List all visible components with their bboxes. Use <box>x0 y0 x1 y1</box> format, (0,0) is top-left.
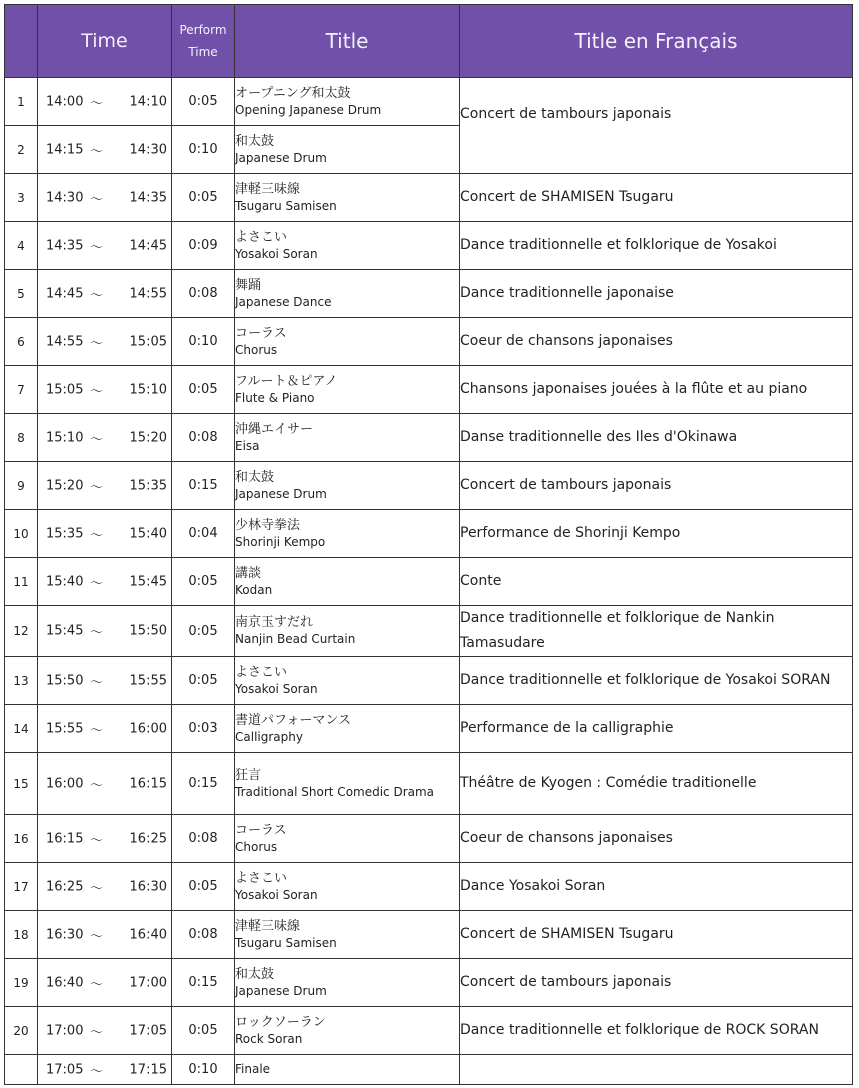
row-number: 3 <box>5 174 38 222</box>
end-time: 14:35 <box>129 190 167 205</box>
start-time: 15:40 <box>46 574 84 589</box>
time-cell <box>38 222 172 270</box>
row-number: 18 <box>5 911 38 959</box>
title-cell <box>235 222 460 270</box>
row-number: 9 <box>5 462 38 510</box>
time-cell <box>38 753 172 815</box>
start-time: 17:05 <box>46 1062 84 1077</box>
title-french: Concert de SHAMISEN Tsugaru <box>460 911 853 959</box>
title-english: Chorus <box>235 342 278 357</box>
title-english: Japanese Drum <box>235 983 327 998</box>
title-french: Dance Yosakoi Soran <box>460 863 853 911</box>
table-row <box>5 606 853 657</box>
end-time: 14:45 <box>129 238 167 253</box>
time-separator: 〜 <box>90 528 104 543</box>
perform-time: 0:05 <box>172 657 235 705</box>
perform-time: 0:05 <box>172 78 235 126</box>
title-english: Tsugaru Samisen <box>235 198 337 213</box>
time-cell <box>38 606 172 657</box>
title-english: Yosakoi Soran <box>235 246 318 261</box>
title-english: Calligraphy <box>235 729 303 744</box>
perform-time: 0:08 <box>172 414 235 462</box>
row-number: 17 <box>5 863 38 911</box>
header-perform-line1: Perform <box>179 23 227 37</box>
title-french: Concert de tambours japonais <box>460 959 853 1007</box>
header-perform-line2: Time <box>188 45 218 59</box>
perform-time: 0:03 <box>172 705 235 753</box>
start-time: 15:55 <box>46 721 84 736</box>
title-japanese: 書道パフォーマンス <box>235 712 351 728</box>
row-number: 14 <box>5 705 38 753</box>
title-cell <box>235 126 460 174</box>
title-cell <box>235 1007 460 1055</box>
end-time: 17:15 <box>129 1062 167 1077</box>
perform-time: 0:05 <box>172 606 235 657</box>
time-separator: 〜 <box>90 480 104 495</box>
time-separator: 〜 <box>90 288 104 303</box>
title-japanese: 狂言 <box>235 767 262 783</box>
time-separator: 〜 <box>90 723 104 738</box>
time-cell <box>38 366 172 414</box>
title-cell <box>235 558 460 606</box>
title-japanese: 少林寺拳法 <box>235 517 301 533</box>
row-number: 6 <box>5 318 38 366</box>
end-time: 16:40 <box>129 927 167 942</box>
time-cell <box>38 78 172 126</box>
table-row <box>5 318 853 366</box>
end-time: 16:30 <box>129 879 167 894</box>
start-time: 15:45 <box>46 623 84 639</box>
perform-time: 0:15 <box>172 959 235 1007</box>
end-time: 16:00 <box>129 721 167 736</box>
title-english: Yosakoi Soran <box>235 887 318 902</box>
row-number: 16 <box>5 815 38 863</box>
title-cell <box>235 1055 460 1085</box>
start-time: 15:10 <box>46 430 84 445</box>
title-japanese: 津軽三味線 <box>235 918 301 934</box>
header-number <box>5 5 38 78</box>
title-japanese: ロックソーラン <box>235 1014 326 1030</box>
title-cell <box>235 606 460 657</box>
table-row <box>5 1055 853 1085</box>
end-time: 15:55 <box>129 673 167 688</box>
end-time: 16:25 <box>129 831 167 846</box>
time-separator: 〜 <box>90 192 104 207</box>
start-time: 15:20 <box>46 478 84 493</box>
title-english: Yosakoi Soran <box>235 681 318 696</box>
table-row <box>5 863 853 911</box>
perform-time: 0:10 <box>172 318 235 366</box>
time-cell <box>38 815 172 863</box>
table-row <box>5 959 853 1007</box>
title-english: Tsugaru Samisen <box>235 935 337 950</box>
time-cell <box>38 318 172 366</box>
table-row <box>5 270 853 318</box>
row-number: 4 <box>5 222 38 270</box>
title-japanese: 講談 <box>235 565 262 581</box>
perform-time: 0:09 <box>172 222 235 270</box>
title-cell <box>235 911 460 959</box>
title-french: Coeur de chansons japonaises <box>460 318 853 366</box>
title-japanese: よさこい <box>235 664 288 680</box>
time-separator: 〜 <box>90 881 104 896</box>
time-cell <box>38 705 172 753</box>
time-cell <box>38 270 172 318</box>
start-time: 17:00 <box>46 1023 84 1038</box>
row-number: 10 <box>5 510 38 558</box>
start-time: 14:15 <box>46 142 84 157</box>
title-japanese: 和太鼓 <box>235 469 275 485</box>
perform-time: 0:05 <box>172 863 235 911</box>
time-cell <box>38 558 172 606</box>
perform-time: 0:04 <box>172 510 235 558</box>
end-time: 14:10 <box>129 94 167 109</box>
start-time: 16:30 <box>46 927 84 942</box>
title-french: Danse traditionnelle des Iles d'Okinawa <box>460 414 853 462</box>
table-row <box>5 78 853 126</box>
table-row <box>5 366 853 414</box>
row-number: 7 <box>5 366 38 414</box>
table-row <box>5 1007 853 1055</box>
title-french: Concert de tambours japonais <box>460 462 853 510</box>
perform-time: 0:05 <box>172 174 235 222</box>
start-time: 14:45 <box>46 286 84 301</box>
time-separator: 〜 <box>90 336 104 351</box>
table-row <box>5 815 853 863</box>
perform-time: 0:08 <box>172 911 235 959</box>
start-time: 14:55 <box>46 334 84 349</box>
row-number: 13 <box>5 657 38 705</box>
end-time: 15:50 <box>129 623 167 639</box>
title-french: Performance de Shorinji Kempo <box>460 510 853 558</box>
title-french <box>460 1055 853 1085</box>
title-english: Finale <box>235 1062 271 1076</box>
start-time: 16:00 <box>46 776 84 791</box>
title-cell <box>235 174 460 222</box>
table-row <box>5 414 853 462</box>
time-separator: 〜 <box>90 977 104 992</box>
time-separator: 〜 <box>90 675 104 690</box>
time-cell <box>38 911 172 959</box>
time-cell <box>38 657 172 705</box>
end-time: 15:35 <box>129 478 167 493</box>
end-time: 17:05 <box>129 1023 167 1038</box>
perform-time: 0:05 <box>172 1007 235 1055</box>
start-time: 15:35 <box>46 526 84 541</box>
title-cell <box>235 657 460 705</box>
time-cell <box>38 1007 172 1055</box>
end-time: 17:00 <box>129 975 167 990</box>
time-separator: 〜 <box>90 144 104 159</box>
time-cell <box>38 174 172 222</box>
end-time: 14:55 <box>129 286 167 301</box>
row-number: 11 <box>5 558 38 606</box>
start-time: 16:40 <box>46 975 84 990</box>
start-time: 14:00 <box>46 94 84 109</box>
title-cell <box>235 318 460 366</box>
time-separator: 〜 <box>90 432 104 447</box>
title-japanese: よさこい <box>235 870 288 886</box>
title-english: Japanese Drum <box>235 150 327 165</box>
perform-time: 0:15 <box>172 753 235 815</box>
start-time: 15:05 <box>46 382 84 397</box>
perform-time: 0:10 <box>172 1055 235 1085</box>
end-time: 15:10 <box>129 382 167 397</box>
title-english: Rock Soran <box>235 1031 303 1046</box>
header-title: Title <box>235 5 460 78</box>
title-english: Flute & Piano <box>235 390 315 405</box>
title-english: Japanese Dance <box>235 294 332 309</box>
title-english: Japanese Drum <box>235 486 327 501</box>
schedule-table <box>4 4 853 1085</box>
start-time: 14:30 <box>46 190 84 205</box>
header-row <box>5 5 853 78</box>
title-japanese: フルート＆ピアノ <box>235 373 338 389</box>
title-cell <box>235 959 460 1007</box>
table-row <box>5 222 853 270</box>
row-number: 15 <box>5 753 38 815</box>
perform-time: 0:05 <box>172 366 235 414</box>
title-french: Concert de tambours japonais <box>460 78 853 174</box>
row-number: 8 <box>5 414 38 462</box>
time-separator: 〜 <box>90 384 104 399</box>
title-french: Théâtre de Kyogen : Comédie traditionelle <box>460 753 853 815</box>
title-cell <box>235 510 460 558</box>
perform-time: 0:05 <box>172 558 235 606</box>
row-number: 20 <box>5 1007 38 1055</box>
title-english: Chorus <box>235 839 278 854</box>
title-japanese: 南京玉すだれ <box>235 615 314 630</box>
perform-time: 0:10 <box>172 126 235 174</box>
title-french: Concert de SHAMISEN Tsugaru <box>460 174 853 222</box>
header-title-fr: Title en Français <box>460 5 853 78</box>
title-japanese: コーラス <box>235 325 287 341</box>
time-cell <box>38 462 172 510</box>
table-row <box>5 657 853 705</box>
time-separator: 〜 <box>90 625 104 641</box>
end-time: 16:15 <box>129 776 167 791</box>
title-english: Traditional Short Comedic Drama <box>235 784 435 799</box>
title-cell <box>235 863 460 911</box>
time-separator: 〜 <box>90 240 104 255</box>
title-japanese: 沖縄エイサー <box>235 421 314 437</box>
title-english: Nanjin Bead Curtain <box>235 632 356 646</box>
header-perform-time <box>172 5 235 78</box>
row-number: 1 <box>5 78 38 126</box>
time-cell <box>38 863 172 911</box>
table-row <box>5 174 853 222</box>
title-japanese: オープニング和太鼓 <box>235 85 351 101</box>
start-time: 16:15 <box>46 831 84 846</box>
start-time: 16:25 <box>46 879 84 894</box>
perform-time: 0:08 <box>172 815 235 863</box>
end-time: 15:05 <box>129 334 167 349</box>
perform-time: 0:15 <box>172 462 235 510</box>
perform-time: 0:08 <box>172 270 235 318</box>
title-french: Conte <box>460 558 853 606</box>
time-cell <box>38 414 172 462</box>
title-french: Dance traditionnelle et folklorique de ROCK SORAN <box>460 1007 853 1055</box>
title-japanese: コーラス <box>235 822 287 838</box>
title-cell <box>235 270 460 318</box>
title-french: Dance traditionnelle japonaise <box>460 270 853 318</box>
title-french: Dance traditionnelle et folklorique de Yosakoi SORAN <box>460 657 853 705</box>
end-time: 15:40 <box>129 526 167 541</box>
title-japanese: 舞踊 <box>235 277 262 293</box>
time-cell <box>38 510 172 558</box>
row-number: 19 <box>5 959 38 1007</box>
time-separator: 〜 <box>90 833 104 848</box>
time-cell <box>38 1055 172 1085</box>
table-row <box>5 510 853 558</box>
time-cell <box>38 959 172 1007</box>
row-number: 12 <box>5 606 38 657</box>
title-french: Chansons japonaises jouées à la flûte et au piano <box>460 366 853 414</box>
title-french: Performance de la calligraphie <box>460 705 853 753</box>
title-japanese: 津軽三味線 <box>235 181 301 197</box>
time-separator: 〜 <box>90 1025 104 1040</box>
time-separator: 〜 <box>90 576 104 591</box>
title-french: Dance traditionnelle et folklorique de Nankin Tamasudare <box>460 606 853 657</box>
title-cell <box>235 462 460 510</box>
time-separator: 〜 <box>90 778 104 793</box>
row-number: 5 <box>5 270 38 318</box>
table-row <box>5 462 853 510</box>
title-english: Opening Japanese Drum <box>235 102 382 117</box>
table-row <box>5 911 853 959</box>
title-english: Eisa <box>235 438 260 453</box>
title-english: Shorinji Kempo <box>235 534 326 549</box>
title-cell <box>235 705 460 753</box>
title-japanese: 和太鼓 <box>235 133 275 149</box>
title-cell <box>235 366 460 414</box>
table-row <box>5 558 853 606</box>
title-japanese: 和太鼓 <box>235 966 275 982</box>
title-cell <box>235 815 460 863</box>
time-separator: 〜 <box>90 929 104 944</box>
schedule-body <box>5 78 853 1085</box>
table-row <box>5 753 853 815</box>
end-time: 15:45 <box>129 574 167 589</box>
end-time: 14:30 <box>129 142 167 157</box>
start-time: 15:50 <box>46 673 84 688</box>
start-time: 14:35 <box>46 238 84 253</box>
row-number: 2 <box>5 126 38 174</box>
title-cell <box>235 414 460 462</box>
title-english: Kodan <box>235 582 273 597</box>
time-separator: 〜 <box>90 1064 104 1079</box>
header-time: Time <box>38 5 172 78</box>
title-french: Dance traditionnelle et folklorique de Yosakoi <box>460 222 853 270</box>
time-separator: 〜 <box>90 96 104 111</box>
title-japanese: よさこい <box>235 229 288 245</box>
title-french: Coeur de chansons japonaises <box>460 815 853 863</box>
end-time: 15:20 <box>129 430 167 445</box>
row-number <box>5 1055 38 1085</box>
table-row <box>5 705 853 753</box>
time-cell <box>38 126 172 174</box>
title-cell <box>235 753 460 815</box>
title-cell <box>235 78 460 126</box>
